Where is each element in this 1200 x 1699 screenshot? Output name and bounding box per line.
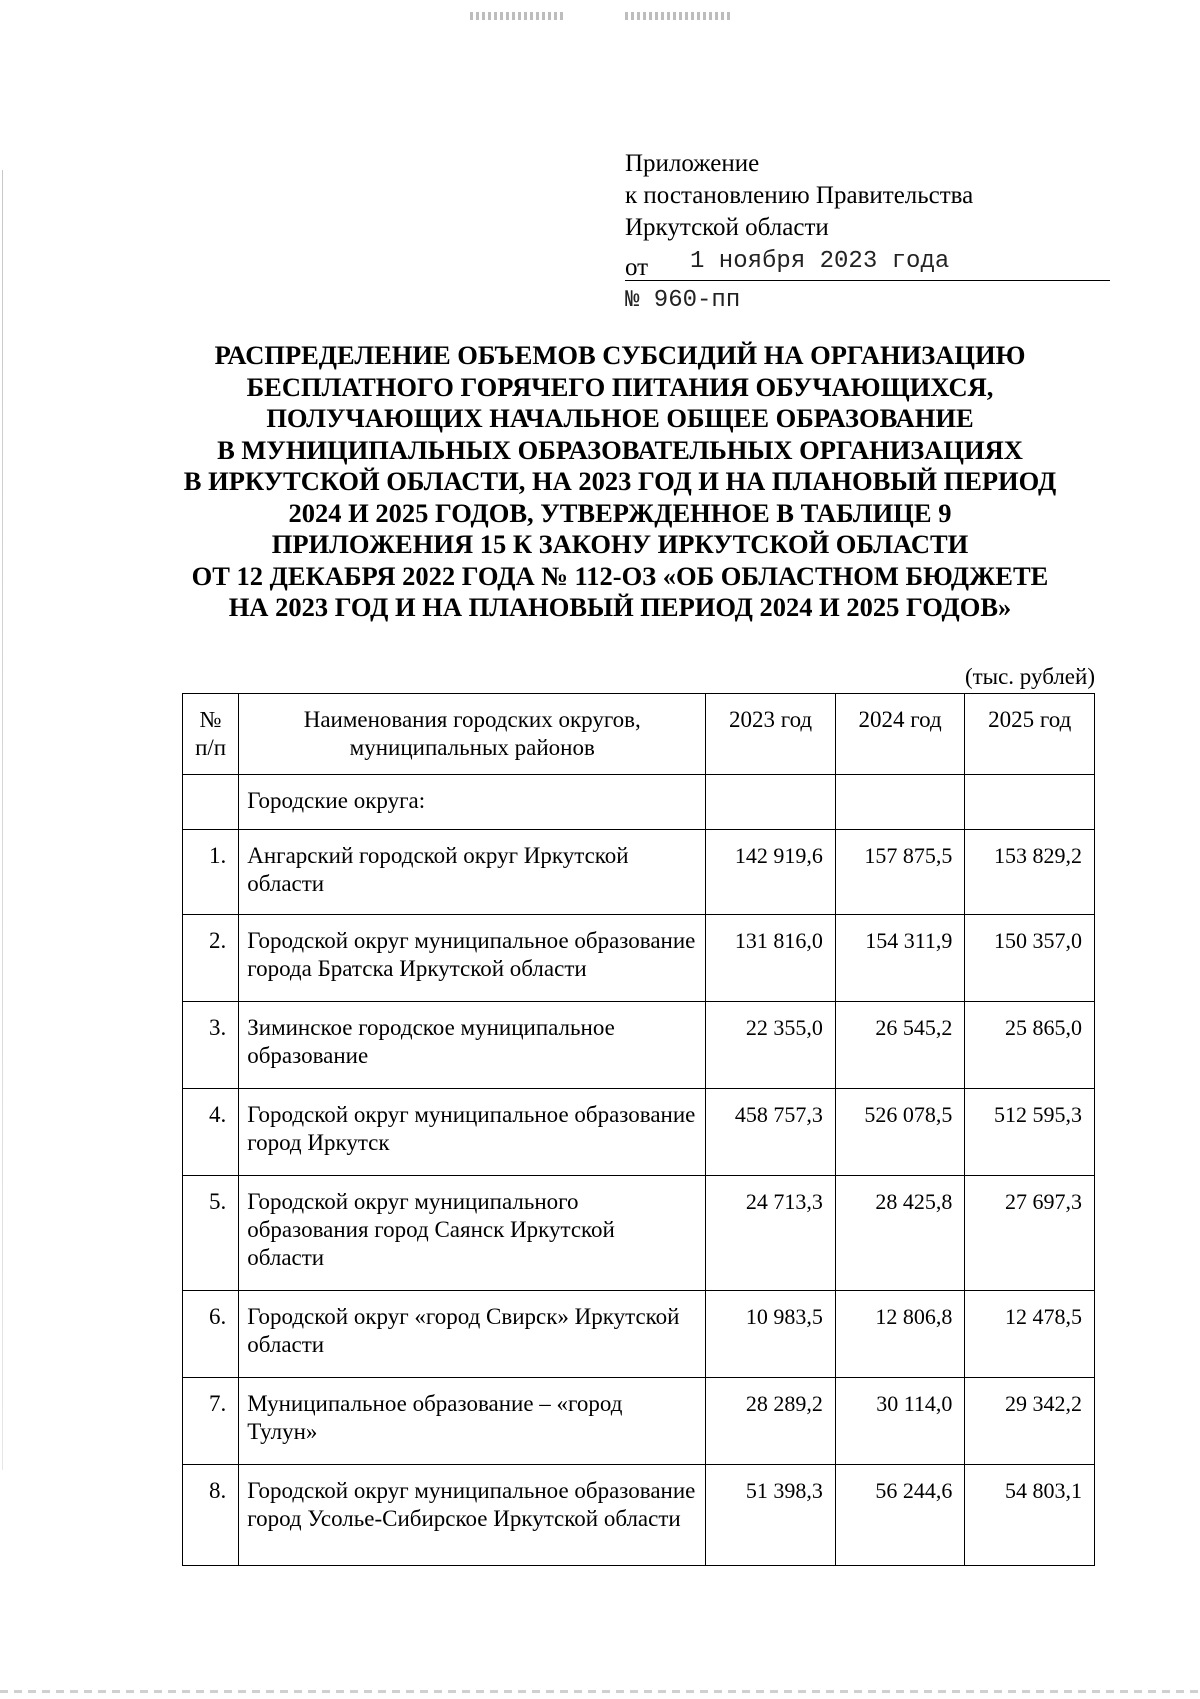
value-2023: 142 919,6 (706, 830, 836, 915)
row-name: Муниципальное образование – «город Тулун» (239, 1378, 706, 1465)
section-empty-cell (706, 775, 836, 830)
row-name: Городской округ муниципальное образование город Иркутск (239, 1089, 706, 1176)
header-index: № п/п (183, 694, 239, 775)
title-line: НА 2023 ГОД И НА ПЛАНОВЫЙ ПЕРИОД 2024 И 2025 ГОДОВ» (228, 592, 1012, 622)
value-2024: 28 425,8 (835, 1176, 965, 1291)
table-row (183, 1465, 1095, 1566)
row-index: 3. (183, 1002, 239, 1089)
title-line: ПРИЛОЖЕНИЯ 15 К ЗАКОНУ ИРКУТСКОЙ ОБЛАСТИ (271, 529, 969, 559)
row-name: Зиминское городское муниципальное образование (239, 1002, 706, 1089)
title-line: В МУНИЦИПАЛЬНЫХ ОБРАЗОВАТЕЛЬНЫХ ОРГАНИЗАЦИЯХ (217, 434, 1023, 465)
subsidy-table (182, 693, 1095, 1566)
value-2023: 51 398,3 (706, 1465, 836, 1566)
row-index: 8. (183, 1465, 239, 1566)
value-2024: 30 114,0 (835, 1378, 965, 1465)
section-empty-cell (835, 775, 965, 830)
table-row (183, 830, 1095, 915)
row-name: Городской округ муниципального образования город Саянск Иркутской области (239, 1176, 706, 1291)
header-name: Наименования городских округов, муниципальных районов (239, 694, 706, 775)
row-index: 4. (183, 1089, 239, 1176)
value-2024: 26 545,2 (835, 1002, 965, 1089)
value-2024: 157 875,5 (835, 830, 965, 915)
scan-artifact-edge (2, 170, 3, 1470)
document-title (140, 340, 1100, 624)
table-row (183, 1378, 1095, 1465)
section-index-cell (183, 775, 239, 830)
value-2023: 131 816,0 (706, 915, 836, 1002)
date-prefix: от (625, 254, 649, 281)
value-2023: 10 983,5 (706, 1291, 836, 1378)
value-2024: 56 244,6 (835, 1465, 965, 1566)
units-note: (тыс. рублей) (964, 664, 1095, 689)
scan-artifact-mark (470, 12, 565, 20)
appendix-line-2: к постановлению Правительства (625, 182, 974, 209)
row-index: 1. (183, 830, 239, 915)
value-2024: 12 806,8 (835, 1291, 965, 1378)
appendix-header (625, 148, 1115, 317)
value-2023: 28 289,2 (706, 1378, 836, 1465)
table-row (183, 1089, 1095, 1176)
appendix-line-1: Приложение (625, 150, 760, 177)
header-2025: 2025 год (965, 694, 1095, 775)
appendix-line-3: Иркутской области (625, 214, 829, 241)
row-index: 5. (183, 1176, 239, 1291)
value-2024: 154 311,9 (835, 915, 965, 1002)
decree-date-row (625, 244, 1110, 281)
table-row (183, 1176, 1095, 1291)
row-name: Городской округ муниципальное образование города Братска Иркутской области (239, 915, 706, 1002)
row-name: Городской округ муниципальное образование город Усолье-Сибирское Иркутской области (239, 1465, 706, 1566)
value-2023: 458 757,3 (706, 1089, 836, 1176)
header-2023: 2023 год (706, 694, 836, 775)
value-2025: 512 595,3 (965, 1089, 1095, 1176)
value-2025: 54 803,1 (965, 1465, 1095, 1566)
value-2025: 12 478,5 (965, 1291, 1095, 1378)
value-2023: 24 713,3 (706, 1176, 836, 1291)
title-line: 2024 И 2025 ГОДОВ, УТВЕРЖДЕННОЕ В ТАБЛИЦЕ 9 (288, 497, 952, 528)
title-line: ОТ 12 ДЕКАБРЯ 2022 ГОДА № 112-ОЗ «ОБ ОБЛАСТНОМ БЮДЖЕТЕ (191, 560, 1049, 591)
title-line: В ИРКУТСКОЙ ОБЛАСТИ, НА 2023 ГОД И НА ПЛАНОВЫЙ ПЕРИОД (183, 466, 1057, 496)
title-line: ПОЛУЧАЮЩИХ НАЧАЛЬНОЕ ОБЩЕЕ ОБРАЗОВАНИЕ (266, 403, 974, 433)
row-name: Ангарский городской округ Иркутской области (239, 830, 706, 915)
table-row (183, 915, 1095, 1002)
decree-number: № 960-пп (625, 287, 741, 314)
title-line: РАСПРЕДЕЛЕНИЕ ОБЪЕМОВ СУБСИДИЙ НА ОРГАНИЗАЦИЮ (214, 340, 1026, 370)
section-empty-cell (965, 775, 1095, 830)
row-index: 7. (183, 1378, 239, 1465)
value-2025: 27 697,3 (965, 1176, 1095, 1291)
row-index: 6. (183, 1291, 239, 1378)
header-2024: 2024 год (835, 694, 965, 775)
table-header-row (183, 694, 1095, 775)
table-row (183, 1002, 1095, 1089)
value-2025: 153 829,2 (965, 830, 1095, 915)
row-name: Городской округ «город Свирск» Иркутской области (239, 1291, 706, 1378)
scan-artifact-mark (625, 12, 730, 20)
section-label: Городские округа: (239, 775, 706, 830)
row-index: 2. (183, 915, 239, 1002)
value-2023: 22 355,0 (706, 1002, 836, 1089)
section-row (183, 775, 1095, 830)
value-2025: 25 865,0 (965, 1002, 1095, 1089)
scan-artifact-bottom-line (0, 1690, 1200, 1693)
value-2024: 526 078,5 (835, 1089, 965, 1176)
value-2025: 150 357,0 (965, 915, 1095, 1002)
table-row (183, 1291, 1095, 1378)
title-line: БЕСПЛАТНОГО ГОРЯЧЕГО ПИТАНИЯ ОБУЧАЮЩИХСЯ, (246, 371, 994, 402)
decree-date: 1 ноября 2023 года (690, 248, 950, 275)
value-2025: 29 342,2 (965, 1378, 1095, 1465)
